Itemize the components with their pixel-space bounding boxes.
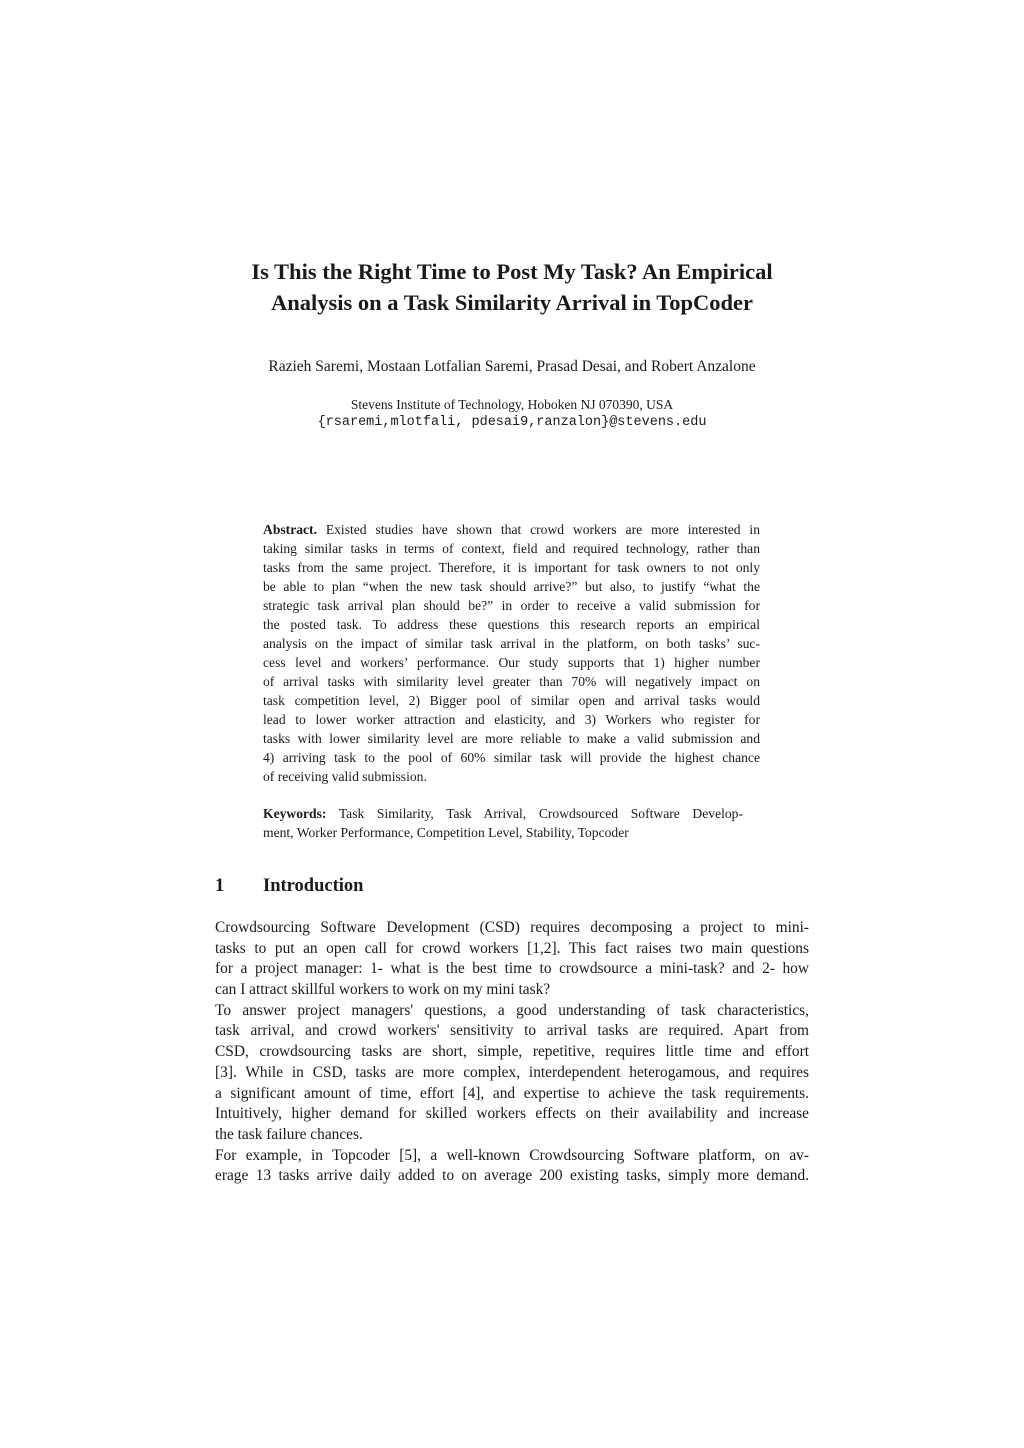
abstract-line: tasks from the same project. Therefore, it is important for task owners to not only <box>263 560 760 575</box>
affiliation: Stevens Institute of Technology, Hoboken NJ 070390, USA <box>350 397 674 412</box>
abstract-text: Existed studies have shown that crowd workers are more interested in <box>325 522 760 537</box>
body-line: Crowdsourcing Software Development (CSD) requires decomposing a project to mini- <box>215 919 809 936</box>
section-heading <box>215 874 363 898</box>
abstract-line: of receiving valid submission. <box>263 769 427 784</box>
keywords-label: Keywords: <box>263 806 327 821</box>
abstract-line: tasks with lower similarity level are more reliable to make a valid submission and <box>263 731 760 746</box>
body-line: a significant amount of time, effort [4], and expertise to achieve the task requirements. <box>215 1084 809 1102</box>
author-list: Razieh Saremi, Mostaan Lotfalian Saremi, Prasad Desai, and Robert Anzalone <box>268 358 756 375</box>
keywords-text: Task Similarity, Task Arrival, Crowdsourced Software Develop- <box>338 806 743 821</box>
abstract <box>263 520 760 786</box>
keywords <box>263 804 743 842</box>
body-line: erage 13 tasks arrive daily added to on average 200 existing tasks, simply more demand. <box>215 1167 809 1185</box>
author-emails: {rsaremi,mlotfali, pdesai9,ranzalon}@stevens.edu <box>317 415 707 430</box>
body-line: the task failure chances. <box>215 1125 363 1143</box>
body-line: can I attract skillful workers to work on my mini task? <box>215 981 551 999</box>
body-line: tasks to put an open call for crowd workers [1,2]. This fact raises two main questions <box>215 939 809 957</box>
abstract-line: of arrival tasks with similarity level greater than 70% will negatively impact on <box>263 674 760 689</box>
abstract-line: analysis on the impact of similar task arrival in the platform, on both tasks’ suc- <box>263 636 760 651</box>
paper-title <box>150 256 874 318</box>
abstract-line: taking similar tasks in terms of context, field and required technology, rather than <box>263 541 760 556</box>
body-line: task arrival, and crowd workers' sensitivity to arrival tasks are required. Apart from <box>215 1022 809 1040</box>
title-line-1: Is This the Right Time to Post My Task? An Empirical <box>251 259 773 284</box>
body-line: [3]. While in CSD, tasks are more complex, interdependent heterogamous, and requires <box>215 1063 809 1081</box>
body-line: CSD, crowdsourcing tasks are short, simple, repetitive, requires little time and effort <box>215 1043 809 1061</box>
abstract-line: the posted task. To address these questions this research reports an empirical <box>263 617 760 632</box>
abstract-line: strategic task arrival plan should be?” in order to receive a valid submission for <box>263 598 760 613</box>
abstract-label: Abstract. <box>263 522 317 537</box>
section-number: 1 <box>215 876 225 896</box>
keywords-line <box>263 804 743 823</box>
introduction-body <box>215 918 809 1187</box>
body-line: Intuitively, higher demand for skilled workers effects on their availability and increase <box>215 1105 809 1123</box>
abstract-line: 4) arriving task to the pool of 60% similar task will provide the highest chance <box>263 750 760 765</box>
abstract-line: be able to plan “when the new task should arrive?” but also, to justify “what the <box>263 579 760 594</box>
body-line: for a project manager: 1- what is the best time to crowdsource a mini-task? and 2- how <box>215 960 809 978</box>
abstract-line: task competition level, 2) Bigger pool of similar open and arrival tasks would <box>263 693 760 708</box>
keywords-line: ment, Worker Performance, Competition Level, Stability, Topcoder <box>263 825 629 840</box>
body-line: To answer project managers' questions, a good understanding of task characteristics, <box>215 1001 809 1019</box>
abstract-line <box>263 520 760 539</box>
body-line: For example, in Topcoder [5], a well-known Crowdsourcing Software platform, on av- <box>215 1146 809 1164</box>
section-title: Introduction <box>263 876 364 896</box>
abstract-line: lead to lower worker attraction and elasticity, and 3) Workers who register for <box>263 712 760 727</box>
abstract-line: cess level and workers’ performance. Our study supports that 1) higher number <box>263 655 760 670</box>
title-line-2: Analysis on a Task Similarity Arrival in TopCoder <box>271 290 753 315</box>
